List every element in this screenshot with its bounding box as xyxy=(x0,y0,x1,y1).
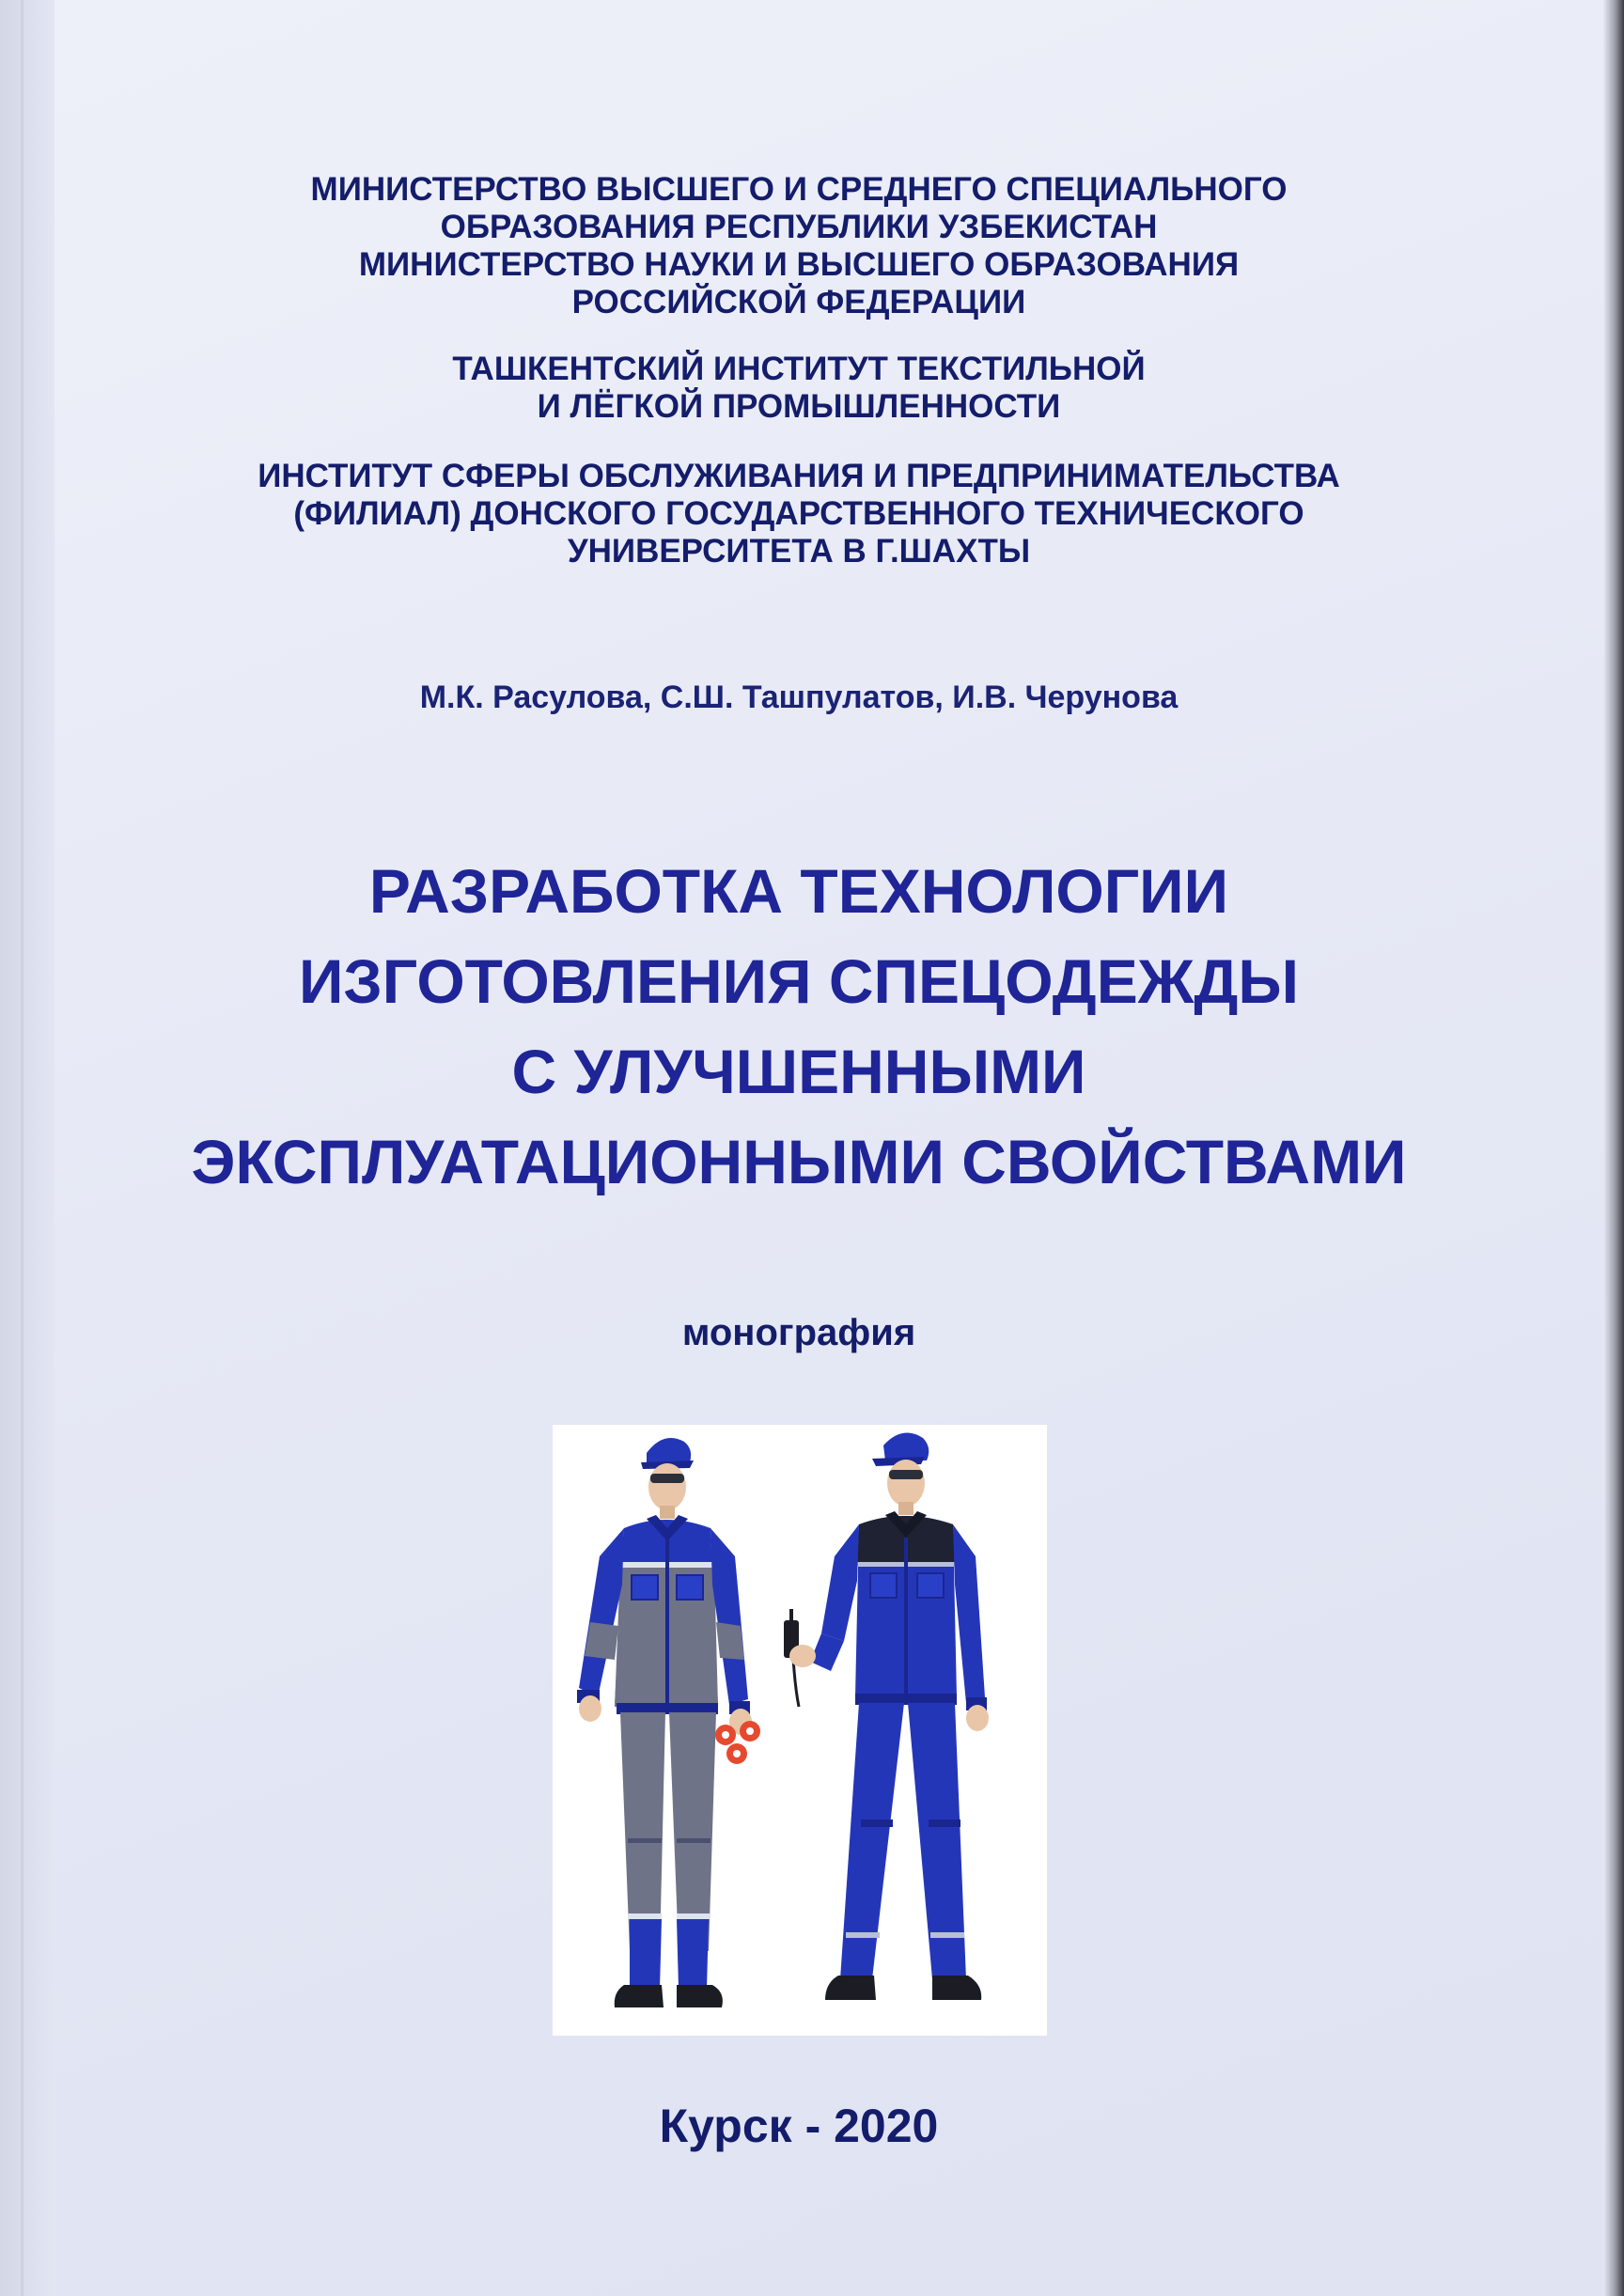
institute-line: УНИВЕРСИТЕТА В Г.ШАХТЫ xyxy=(567,533,1031,570)
ministry-line: МИНИСТЕРСТВО ВЫСШЕГО И СРЕДНЕГО СПЕЦИАЛЬНОГО xyxy=(310,171,1288,208)
institute-line: ТАШКЕНТСКИЙ ИНСТИТУТ ТЕКСТИЛЬНОЙ xyxy=(452,351,1146,387)
title-line: ЭКСПЛУАТАЦИОННЫМИ СВОЙСТВАМИ xyxy=(191,1127,1407,1196)
institute-line: И ЛЁГКОЙ ПРОМЫШЛЕННОСТИ xyxy=(537,388,1061,425)
ministry-line: ОБРАЗОВАНИЯ РЕСПУБЛИКИ УЗБЕКИСТАН xyxy=(440,209,1158,245)
ministry-line: МИНИСТЕРСТВО НАУКИ И ВЫСШЕГО ОБРАЗОВАНИЯ xyxy=(358,246,1240,283)
institute-shakhty-heading xyxy=(94,458,1504,570)
title-line: С УЛУЧШЕННЫМИ xyxy=(511,1037,1086,1106)
worker-figure-right xyxy=(784,1433,989,2000)
genre-label: монография xyxy=(681,1312,916,1353)
title-line: ИЗГОТОВЛЕНИЯ СПЕЦОДЕЖДЫ xyxy=(298,946,1300,1016)
spine-crease xyxy=(21,0,23,2296)
spine-shadow xyxy=(0,0,55,2296)
book-title xyxy=(94,846,1504,1207)
title-line: РАЗРАБОТКА ТЕХНОЛОГИИ xyxy=(368,856,1229,926)
worker-figure-left xyxy=(577,1438,760,2007)
authors: М.К. Расулова, С.Ш. Ташпулатов, И.В. Черунова xyxy=(419,679,1179,715)
page-edge-shadow xyxy=(1603,0,1624,2296)
institute-tashkent-heading xyxy=(94,351,1504,426)
city-year: Курск - 2020 xyxy=(659,2100,939,2152)
institute-line: (ФИЛИАЛ) ДОНСКОГО ГОСУДАРСТВЕННОГО ТЕХНИЧЕСКОГО xyxy=(293,495,1304,532)
ministry-line: РОССИЙСКОЙ ФЕДЕРАЦИИ xyxy=(571,284,1026,320)
institute-line: ИНСТИТУТ СФЕРЫ ОБСЛУЖИВАНИЯ И ПРЕДПРИНИМАТЕЛЬСТВА xyxy=(258,458,1340,494)
ministry-heading xyxy=(94,171,1504,321)
workwear-illustration xyxy=(553,1425,1047,2036)
